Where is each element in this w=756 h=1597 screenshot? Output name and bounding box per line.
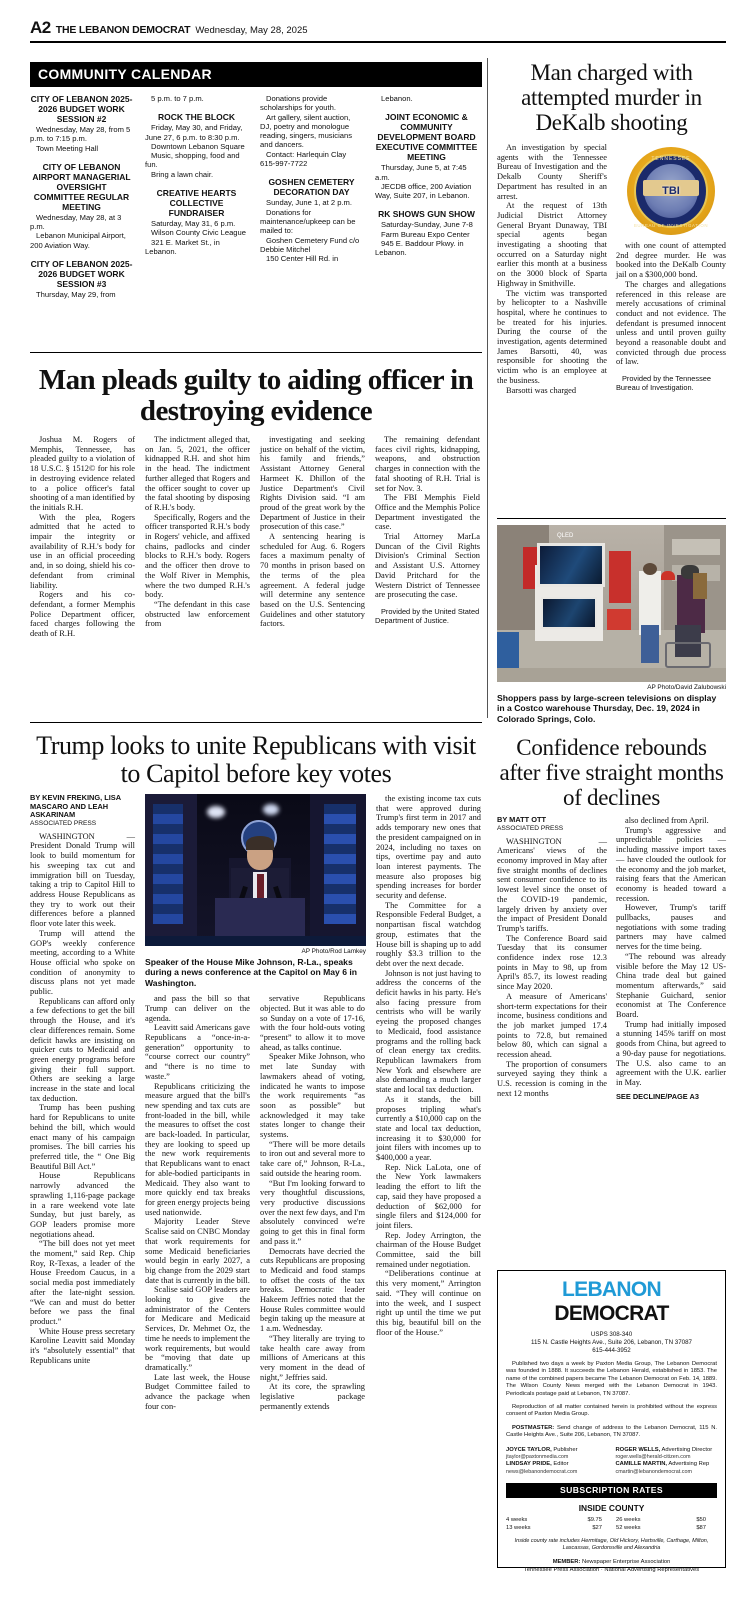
trump-col3 (260, 994, 365, 1411)
calendar-columns (30, 94, 482, 308)
trump-headline: Trump looks to unite Republicans with visit to Capitol before key votes (36, 731, 476, 788)
rate-cell: 13 weeks (506, 1525, 531, 1532)
johnson-photo-credit: AP Photo/Rod Lamkey (301, 948, 366, 955)
paragraph: Joshua M. Rogers of Memphis, Tennessee, has pleaded guilty to a violation of 18 U.S.C. § 1512© for his role in destroying evidence related to a police officer's fatal shooting of a man identified by the initials R.H. (30, 435, 135, 512)
pleads-provided-by: Provided by the United Stated Department of Justice. (375, 606, 480, 625)
calendar-column (375, 94, 478, 308)
paragraph: and pass the bill so that Trump can deliver on the agenda. (145, 994, 250, 1023)
paragraph: The FBI Memphis Field Office and the Memphis Police Department investigated the case. (375, 493, 480, 532)
paragraph: Republicans criticizing the measure argued that the bill's new spending and tax cuts are front-loaded in the bill, while the measures to offset the cost are back-loaded. In particular, they are looking to speed up the new work requirements that Republicans want to enact for able-bodied participants in Medicaid. They also want to more quickly end tax breaks for green energy projects being used nationwide. (145, 1081, 250, 1217)
paragraph: Specifically, Rogers and the officer transported R.H.'s body in Rogers' vehicle, and affixed chains, padlocks and cinder blocks to R.H.'s body. Rogers and the officer then drove to the Wolf River in Memphis, where the two dumped R.H.'s body. (145, 512, 250, 600)
paragraph: Rep. Nick LaLota, one of the New York lawmakers leading the effort to lift the cap, said they have proposed a deduction of $62,000 for single filers and $124,000 for joint filers. (376, 1162, 481, 1230)
paragraph: The victim was transported by helicopter to a Nashville hospital, where he continues to be treated for his injuries. During the course of the investigation, agents determined James Barsotti, 40, was responsible for shooting the victim who is an employee at the business. (497, 288, 607, 385)
rate-row (506, 1524, 717, 1533)
calendar-entry-line: Saturday, May 31, 6 p.m. (151, 219, 236, 229)
paragraph: Barsotti was charged (506, 385, 577, 395)
trump-col2 (145, 994, 250, 1411)
masthead-staff-column (616, 1447, 718, 1476)
member-text: Newspaper Enterprise Association (582, 1558, 671, 1565)
confidence-headline: Confidence rebounds after five straight months of declines (499, 735, 724, 810)
masthead-address: 115 N. Castle Heights Ave., Suite 206, Lebanon, TN 37087 (531, 1339, 692, 1346)
masthead-postmaster-label: POSTMASTER: (512, 1424, 555, 1431)
trump-byline: BY KEVIN FREKING, LISA MASCARO AND LEAH ASKARINAM (30, 793, 121, 820)
calendar-entry-title: CREATIVE HEARTS COLLECTIVE FUNDRAISER (156, 188, 237, 219)
rate-row (506, 1516, 717, 1525)
paragraph: also declined from April. (625, 816, 709, 825)
pleads-col4 (375, 435, 480, 600)
confidence-col2 (616, 816, 726, 1088)
calendar-entry (375, 94, 478, 103)
paragraph: The proportion of consumers surveyed saying they think a U.S. recession is coming in the next 12 months (497, 1059, 607, 1098)
costco-photo-block (497, 525, 726, 724)
paragraph: Trump has been pushing hard for Republicans to unite behind the bill, which would enact many of his campaign promises. The bill carries his preferred title, the “ One Big Beautiful Bill Act.” (30, 1103, 135, 1171)
staff-name: LINDSAY PRIDE, Editor (506, 1461, 569, 1468)
subscription-rates-header: SUBSCRIPTION RATES (506, 1483, 717, 1498)
calendar-entry-line: Wednesday, May 28, at 3 p.m. (30, 212, 122, 232)
rate-cell: 4 weeks (506, 1516, 528, 1523)
staff-email[interactable]: roger.wells@herald-citizen.com (615, 1454, 691, 1461)
masthead-usps: USPS 308-340 (590, 1331, 633, 1338)
tbi-seal-bottom-text: BUREAU OF INVESTIGATION (633, 223, 709, 228)
member-text2: Tennessee Press Association · National Advertising Representatives (523, 1566, 700, 1573)
paragraph: Scalise said GOP leaders are looking to give the administrator of the Centers for Medicare and Medicaid Services, Dr. Mehmet Oz, the time he needs to implement the work requirements, but would be “moving that date up dramatically.” (145, 1285, 250, 1372)
paragraph: Republicans can afford only a few defections to get the bill through the House, and it's clear differences remain. Some deficit hawks are insisting on quicker cuts to Medicaid and green energy programs before giving their full support. Others are seeking a large increase in the state and local tax deduction. (30, 996, 135, 1103)
confidence-byline-org: ASSOCIATED PRESS (497, 824, 564, 832)
publication-name: THE LEBANON DEMOCRAT (55, 24, 191, 36)
calendar-entry-line: Thursday, June 5, at 7:45 a.m. (375, 163, 467, 182)
rate-cell: 26 weeks (616, 1516, 641, 1523)
community-calendar (30, 62, 482, 308)
paragraph: Speaker Mike Johnson, who met late Sunday with lawmakers ahead of voting, indicated he wants to impose the work requirements “as soon as possible” but acknowledged it may take states longer to change their systems. (260, 1052, 365, 1140)
calendar-entry (260, 94, 363, 168)
paragraph: “The defendant in this case obstructed law enforcement from (145, 599, 250, 629)
paragraph: investigating and seeking justice on behalf of the victim, his family and friends,” Assistant Attorney General Harmeet K. Dhillon of the Justice Department's Civil Rights Division said. “I am proud of the great work by the Department of Justice in their prosecution of this case.” (260, 435, 365, 532)
calendar-header: COMMUNITY CALENDAR (30, 62, 482, 87)
masthead-staff-column (506, 1447, 608, 1476)
paragraph: Late last week, the House Budget Committee failed to advance the package when four con- (145, 1372, 250, 1411)
paragraph: The Conference Board said Tuesday that its consumer confidence index rose 12.3 points in May to 98, up from April's 85.7, its lowest reading since May 2020. (497, 933, 607, 992)
calendar-entry (145, 94, 248, 103)
masthead-logo (506, 1278, 717, 1326)
confidence-jump-line[interactable]: SEE DECLINE/PAGE A3 (616, 1091, 699, 1101)
pleads-col2 (145, 435, 250, 629)
paragraph: White House press secretary Karoline Leavitt said Monday it's “absolutely essential” that Republicans unite (30, 1326, 135, 1365)
paragraph: The charges and allegations referenced in this release are merely accusations of criminal conduct and not evidence. The defendant is presumed innocent unless and until proven guilty beyond a reasonable doubt and convicted through due process of law. (616, 279, 726, 367)
paragraph: At its core, the sprawling legislative package permanently extends (260, 1382, 365, 1411)
article-confidence-rebounds (497, 735, 726, 1101)
article-trump-capitol (30, 732, 482, 1411)
calendar-entry (30, 162, 133, 250)
trump-col4 (376, 794, 481, 1337)
rate-cell: $27 (592, 1525, 602, 1532)
masthead-reproduction: Reproduction of all matter contained herein is prohibited without the express consent of Paxton Media Group. (506, 1404, 717, 1418)
masthead-logo-democrat: DEMOCRAT (554, 1302, 669, 1325)
costco-photo (497, 525, 726, 682)
calendar-column (30, 94, 133, 308)
calendar-entry-line: Goshen Cemetery Fund c/o Debbie Mitchel (260, 235, 360, 254)
paragraph: Rogers and his co-defendant, a former Memphis Police Department officer, faced charges following the death of R.H. (30, 590, 135, 639)
paragraph: “Deliberations continue at this very moment,” Arrington said. “They will continue on into the week, and I suspect right up until the time we put this big, beautiful bill on the floor of the House.” (376, 1269, 481, 1337)
masthead-member (506, 1559, 717, 1575)
calendar-bottom-rule (30, 352, 482, 353)
calendar-entry-line: 5 p.m. to 7 p.m. (151, 94, 204, 103)
paragraph: WASHINGTON — Americans' views of the economy improved in May after five straight months of declines sent consumer confidence to its lowest level since the onset of the COVID-19 pandemic, largely driven by anxiety over the impact of President Donald Trump's tariffs. (497, 836, 607, 933)
calendar-entry-line: 150 Center Hill Rd. in (266, 254, 339, 264)
calendar-entry-line: Thursday, May 29, from (36, 290, 116, 300)
rate-note: Inside county rate includes Hermitage, Old Hickory, Hartsville, Carthage, Milton, Lascassas, Gordonsville and Alexandria (514, 1538, 709, 1552)
paragraph: “There will be more details to iron out and several more to take care of,” Johnson, R-La., said outside the hearing room. (260, 1139, 365, 1178)
calendar-entry-line: Donations provide scholarships for youth. (260, 94, 336, 113)
article-dekalb-shooting (497, 60, 726, 395)
calendar-entry-line: Sunday, June 1, at 2 p.m. (266, 198, 352, 208)
calendar-entry-line: 321 E. Market St., in Lebanon. (145, 237, 220, 256)
paragraph: Trump will attend the GOP's weekly conference meeting, according to a White House official who spoke on condition of anonymity to discuss plans not yet made public. (30, 928, 135, 997)
paragraph: The Committee for a Responsible Federal Budget, a nonpartisan fiscal watchdog group, estimates that the House bill is shaping up to add roughly $3.3 trillion to the debt over the next decade. (376, 900, 481, 968)
paragraph: “But I'm looking forward to very thoughtful discussions, very productive discussions over the next few days, and I'm absolutely convinced we're going to get this in final form and pass it.” (260, 1178, 365, 1246)
calendar-entry (375, 209, 478, 257)
calendar-entry (145, 188, 248, 256)
page-number: A2 (30, 18, 51, 37)
calendar-entry-line: Music, shopping, food and fun. (145, 151, 240, 170)
paragraph: “The bill does not yet meet the moment,” said Rep. Chip Roy, R-Texas, a leader of the House Freedom Caucus, in a social media post immediately after the late-night session. “We can and must do better before we pass the final product.” (30, 1239, 135, 1326)
vertical-rule-right-column (487, 58, 488, 718)
calendar-entry-line: Downtown Lebanon Square (151, 141, 245, 151)
confidence-byline: BY MATT OTT (497, 815, 546, 824)
paragraph: The remaining defendant faces civil rights, kidnapping, weapons, and obstruction charges in connection with the fatal shooting of R.H. Trial is set for Nov. 3. (375, 435, 480, 493)
confidence-col1 (497, 837, 607, 1099)
calendar-entry-title: RK SHOWS GUN SHOW (378, 209, 475, 220)
folio-bar (30, 18, 726, 43)
paragraph: servative Republicans objected. But it was able to do so Sunday on a vote of 17-16, with the four hold-outs voting “present” to allow it to move ahead, as talks continue. (260, 994, 365, 1052)
calendar-entry-line: JECDB office, 200 Aviation Way, Suite 207, in Lebanon. (375, 181, 472, 201)
rate-cell: $87 (696, 1525, 706, 1532)
trump-col1 (30, 832, 135, 1366)
pleads-col3 (260, 435, 365, 629)
trump-byline-org: ASSOCIATED PRESS (30, 819, 97, 827)
calendar-entry-title: CITY OF LEBANON 2025-2026 BUDGET WORK SESSION #3 (30, 259, 133, 290)
calendar-entry-line: Farm Bureau Expo Center (381, 229, 470, 239)
tbi-seal-center-text: TBI (662, 185, 680, 197)
rate-cell: 52 weeks (616, 1525, 641, 1532)
staff-name: CAMILLE MARTIN, Advertising Rep (615, 1461, 710, 1468)
staff-email[interactable]: jtaylor@paxtonmedia.com (506, 1454, 569, 1461)
paragraph: the existing income tax cuts that were approved during Trump's first term in 2017 and adds temporary new ones that the president campaigned on in 2024, including no taxes on tips, overtime pay and auto loan interest payments. The measure also proposes big spending increases for border security and defense. (376, 794, 481, 901)
masthead-history: Published two days a week by Paxton Media Group, The Lebanon Democrat was founded in 1888. It succeeds the Lebanon Herald, established in 1853. The name of the combined papers became The Lebanon Democrat on Feb. 14, 1889. The Wilson County News merged with the Lebanon Democrat in 1943. Periodicals postage paid at Lebanon, TN 37087. (506, 1361, 717, 1397)
calendar-entry-title: CITY OF LEBANON AIRPORT MANAGERIAL OVERSIGHT COMMITTEE REGULAR MEETING (32, 161, 131, 212)
calendar-entry-line: Wilson County Civic League (151, 228, 246, 238)
paragraph: A sentencing hearing is scheduled for Aug. 6. Rogers faces a maximum penalty of 70 months in prison based on the terms of the plea agreement. A federal judge will determine any sentence based on the U.S. Sentencing Guidelines and other statutory factors. (260, 532, 365, 629)
staff-name: JOYCE TAYLOR, Publisher (506, 1446, 578, 1453)
calendar-entry (375, 112, 478, 200)
paragraph: Trial Attorney MarLa Duncan of the Civil Rights Division's Criminal Section and Assistant U.S. Attorney David Pritchard for the Western District of Tennessee are prosecuting the case. (375, 532, 480, 600)
staff-email[interactable]: cmartin@lebanondemocrat.com (615, 1468, 692, 1475)
johnson-photo (145, 794, 366, 946)
paragraph: However, Trump's tariff pullbacks, pauses and negotiations with some trading partners may have calmed nerves for the time being. (616, 903, 726, 952)
paragraph: House Republicans narrowly advanced the sprawling 1,116-page package in a rare weekend vote late Sunday, but just barely, as GOP leaders promise more negotiations ahead. (30, 1171, 135, 1239)
paragraph: Trump's aggressive and unpredictable policies — including massive import taxes — have clouded the outlook for the economy and the job market, raising fears that the American economy is headed toward a recession. (616, 825, 726, 903)
member-label: MEMBER: (552, 1558, 581, 1565)
paragraph: WASHINGTON — President Donald Trump will look to build momentum for his sweeping tax cut and immigration bill on Tuesday, taking a trip to Capitol Hill to address House Republicans as they try to work out their differences before a planned floor vote later this week. (30, 831, 135, 929)
calendar-entry-line: Lebanon. (381, 94, 413, 103)
paragraph: Democrats have decried the cuts Republicans are proposing to Medicaid and food stamps to offset the costs of the tax breaks. Democratic leader Hakeem Jeffries noted that the House Rules committee would begin taking up the measure at 1 a.m. Wednesday. (260, 1246, 365, 1334)
tv-screen-label: QLED (557, 533, 574, 539)
paragraph: Rep. Jodey Arrington, the chairman of the House Budget Committee, said the bill remained under negotiation. (376, 1230, 481, 1269)
calendar-entry-title: ROCK THE BLOCK (158, 112, 235, 123)
calendar-entry-title: CITY OF LEBANON 2025-2026 BUDGET WORK SESSION #2 (30, 94, 133, 124)
paragraph: A measure of Americans' short-term expectations for their income, business conditions and the job market jumped 17.4 points to 72.8, but remained below 80, which can signal a recession ahead. (497, 991, 607, 1060)
masthead-postmaster-text: Send change of address to the Lebanon Democrat, 115 N. Castle Heights Ave., Suite 206, Lebanon, TN 37087. (506, 1424, 717, 1439)
paragraph: Leavitt said Americans gave Republicans a “once-in-a-generation” opportunity to “course correct our country” and “there is no time to waste.” (145, 1023, 250, 1081)
dekalb-col2 (616, 241, 726, 367)
dekalb-col1 (497, 143, 607, 395)
pleads-col1 (30, 435, 135, 639)
calendar-column (145, 94, 248, 308)
paragraph: Majority Leader Steve Scalise said on CNBC Monday that work requirements for some Medicaid beneficiaries would begin in early 2027, a big change from the 2029 start date that is currently in the bill. (145, 1217, 250, 1285)
calendar-entry (145, 112, 248, 179)
masthead-box (497, 1270, 726, 1573)
calendar-entry-line: Wednesday, May 28, from 5 p.m. to 7:15 p.m. (30, 125, 131, 144)
calendar-entry-line: Donations for maintenance/upkeep can be mailed to: (260, 207, 356, 236)
rate-cell: $50 (696, 1516, 706, 1523)
tbi-seal-top-text: TENNESSEE (651, 156, 691, 162)
calendar-entry-title: GOSHEN CEMETERY DECORATION DAY (268, 177, 355, 198)
paragraph: “They literally are trying to take health care away from millions of Americans at this very moment in the dead of night,” Jeffries said. (260, 1333, 365, 1382)
photo-top-rule (497, 518, 726, 519)
staff-name: ROGER WELLS, Advertising Director (615, 1446, 713, 1453)
paragraph: with one count of attempted 2nd degree murder. He was booked into the DeKalb County jail on a $300,000 bond. (616, 241, 726, 280)
paragraph: As it stands, the bill proposes tripling what's currently a $10,000 cap on the state and local tax deduction, increasing it to $30,000 for joint filers with incomes up to $400,000 a year. (376, 1094, 481, 1163)
calendar-entry (30, 259, 133, 299)
costco-photo-caption: Shoppers pass by large-screen televisions on display in a Costco warehouse Thursday, Dec. 19, 2024 in Colorado Springs, Colo. (497, 693, 717, 724)
subscription-rates-table (506, 1516, 717, 1533)
johnson-photo-caption: Speaker of the House Mike Johnson, R-La., speaks during a news conference at the Capitol on May 6 in Washington. (145, 957, 358, 988)
calendar-entry-line: Bring a lawn chair. (151, 169, 214, 179)
calendar-entry-line: Art gallery, silent auction, DJ, poetry and monologue reading, singers, musicians and dancers. (260, 112, 353, 150)
paragraph: An investigation by special agents with the Tennessee Bureau of Investigation and the Dekalb County Sheriff's Department has resulted in an arrest. (497, 143, 607, 201)
calendar-entry-line: 945 E. Baddour Pkwy. in Lebanon. (375, 239, 464, 258)
calendar-entry-title: JOINT ECONOMIC & COMMUNITY DEVELOPMENT BOARD EXECUTIVE COMMITTEE MEETING (375, 112, 478, 163)
tbi-seal-icon (627, 147, 715, 235)
calendar-entry-line: Saturday-Sunday, June 7-8 (381, 220, 473, 230)
article-pleads-guilty (30, 365, 482, 639)
paragraph: Johnson is not just having to address the concerns of the deficit hawks in his party. He's also facing pressure from centrists who will be warily eyeing the proposed changes to Medicaid, food assistance programs and the rolling back of clean energy tax credits. Republican lawmakers from New York and elsewhere are also demanding a much larger state and local tax deduction. (376, 968, 481, 1095)
inside-county-label: INSIDE COUNTY (578, 1502, 645, 1513)
pleads-bottom-rule (30, 722, 482, 723)
dekalb-provided-by: Provided by the Tennessee Bureau of Investigation. (616, 374, 712, 393)
paragraph: At the request of 13th Judicial District Attorney General Bryant Dunaway, TBI special agents began investigating a shooting that occurred on a Saturday night earlier this month at a business on the 3000 block of Sparta Highway in Smithville. (497, 201, 607, 288)
paragraph: “The rebound was already visible before the May 12 US-China trade deal but gained momentum afterwards,” said Stephanie Guichard, senior economist at The Conference Board. (616, 951, 726, 1020)
calendar-entry (30, 94, 133, 153)
calendar-entry-line: Lebanon Municipal Airport, 200 Aviation Way. (30, 231, 126, 250)
calendar-entry-line: Contact: Harlequin Clay 615-997-7722 (260, 149, 347, 169)
calendar-column (260, 94, 363, 308)
paragraph: The indictment alleged that, on Jan. 5, 2021, the officer kidnapped R.H. and shot him in the head. The indictment further alleged that Rogers and the officer sought to cover up the fatal shooting by disposing of R.H.'s body. (145, 435, 250, 512)
dekalb-headline: Man charged with attempted murder in DeKalb shooting (521, 60, 702, 135)
calendar-entry-line: Friday, May 30, and Friday, June 27, 6 p.m. to 8:30 p.m. (145, 123, 243, 142)
masthead-phone: 615-444-3952 (592, 1347, 631, 1354)
masthead-staff (506, 1447, 717, 1476)
calendar-entry-line: Town Meeting Hall (36, 143, 99, 153)
rate-cell: $9.75 (587, 1516, 602, 1523)
masthead-logo-lebanon: LEBANON (562, 1278, 661, 1301)
costco-photo-credit: AP Photo/David Zalubowski (647, 684, 726, 691)
staff-email[interactable]: news@lebanondemocrat.com (506, 1468, 578, 1475)
masthead-postmaster (506, 1425, 717, 1440)
paragraph: Trump had initially imposed a stunning 145% tariff on most goods from China, but agreed to a 90-day pause for negotiations. The U.S. also came to an agreement with the U.K. earlier in May. (616, 1019, 726, 1087)
paragraph: With the plea, Rogers admitted that he acted to impair the integrity or availability of R.H.'s body for use in an official proceeding and, in so doing, shield his co-defendant from criminal liability. (30, 512, 135, 590)
publication-date: Wednesday, May 28, 2025 (195, 25, 308, 36)
pleads-headline: Man pleads guilty to aiding officer in destroying evidence (38, 364, 474, 427)
calendar-entry (260, 177, 363, 263)
